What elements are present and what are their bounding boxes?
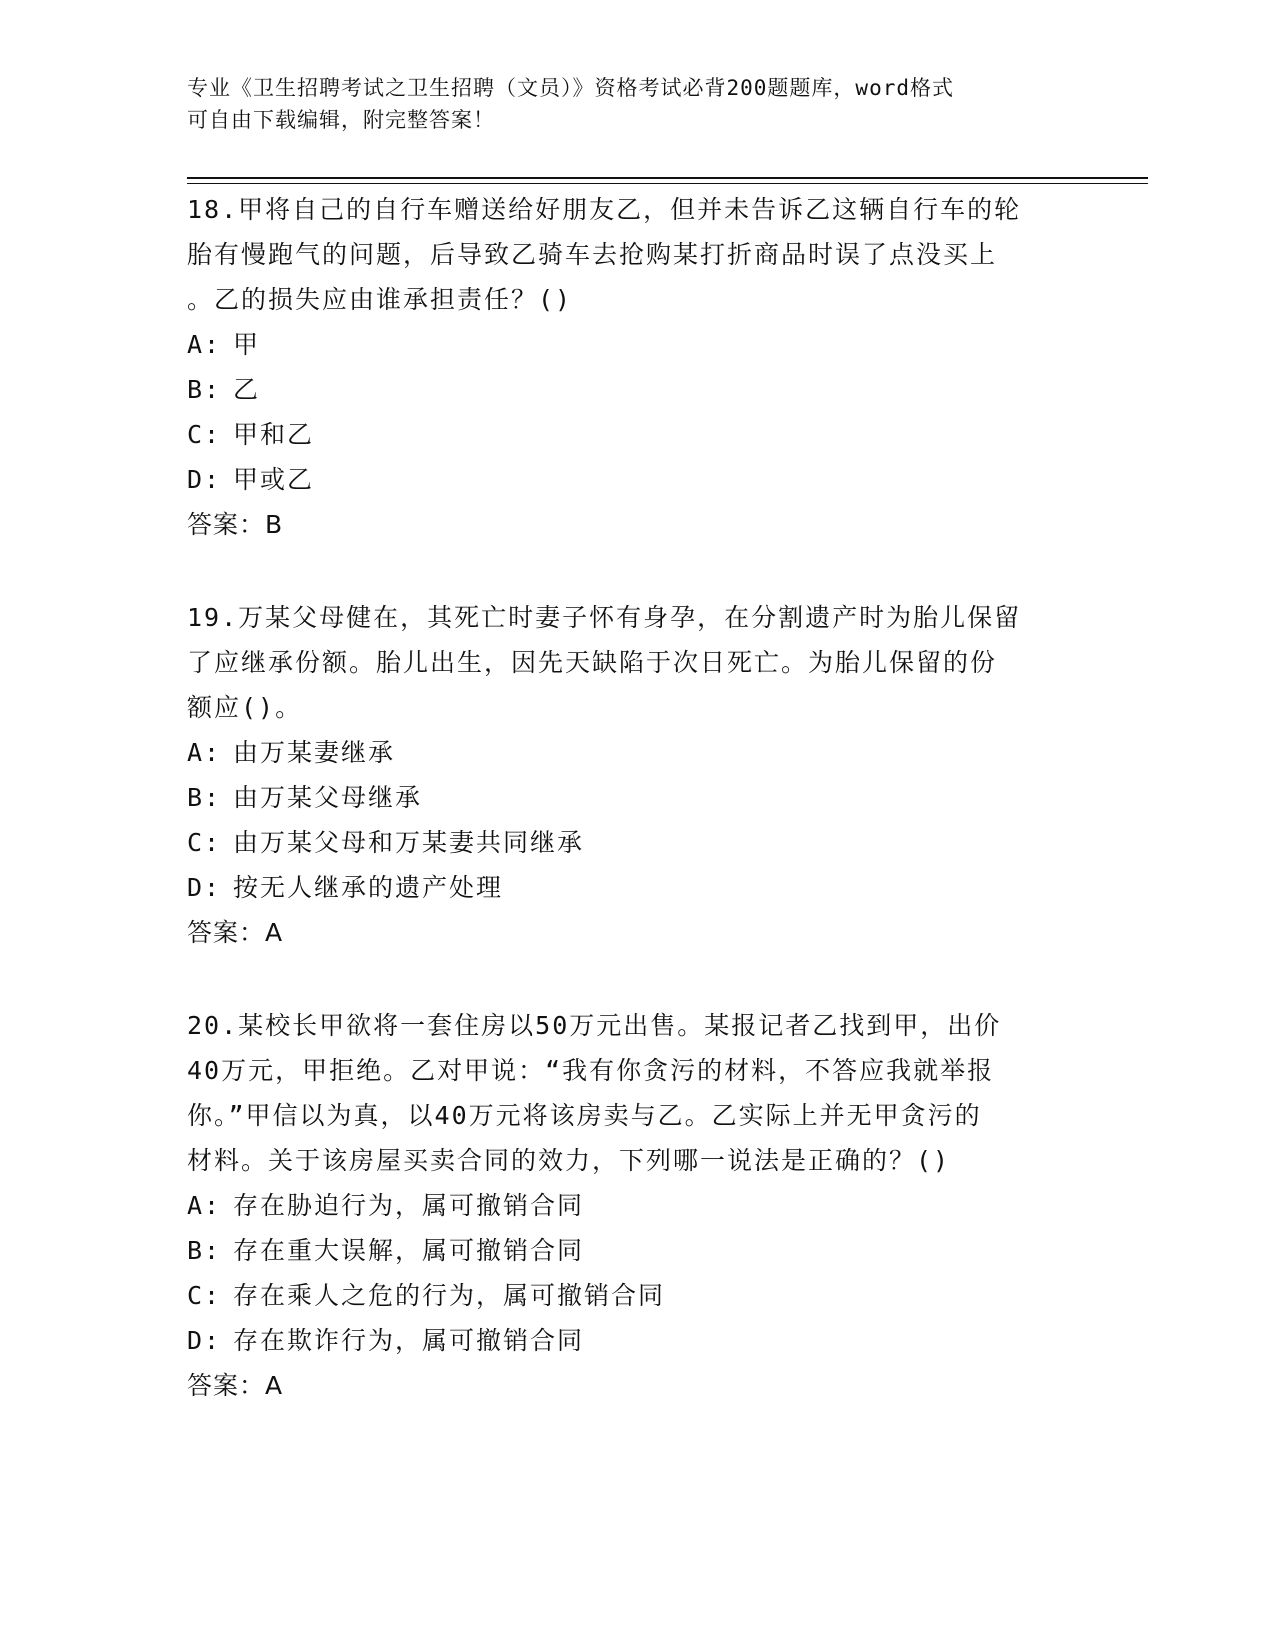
option-text: 由万某父母和万某妻共同继承 — [233, 828, 585, 857]
option-letter: C: — [187, 420, 222, 449]
option-letter: A: — [187, 738, 222, 767]
option-text: 由万某父母继承 — [233, 783, 423, 812]
option-text: 甲 — [233, 330, 261, 359]
option-text: 存在乘人之危的行为，属可撤销合同 — [233, 1281, 666, 1310]
option-letter: B: — [187, 1236, 222, 1265]
answer-line: 答案：B — [187, 510, 284, 539]
option-letter: D: — [187, 1326, 222, 1355]
option-c — [187, 412, 1087, 457]
option-letter: D: — [187, 465, 222, 494]
question-20 — [187, 1003, 1087, 1408]
option-text: 按无人继承的遗产处理 — [233, 873, 504, 902]
question-stem-line: 。乙的损失应由谁承担责任？() — [187, 285, 573, 314]
option-d — [187, 457, 1087, 502]
header-divider-thick — [187, 177, 1148, 179]
option-c — [187, 820, 1087, 865]
answer-line: 答案：A — [187, 1371, 284, 1400]
answer-line: 答案：A — [187, 918, 284, 947]
option-text: 由万某妻继承 — [233, 738, 396, 767]
question-stem-line: 19.万某父母健在，其死亡时妻子怀有身孕，在分割遗产时为胎儿保留 — [187, 603, 1022, 632]
question-stem-line: 你。”甲信以为真，以40万元将该房卖与乙。乙实际上并无甲贪污的 — [187, 1101, 982, 1130]
option-text: 存在欺诈行为，属可撤销合同 — [233, 1326, 585, 1355]
option-a — [187, 1183, 1087, 1228]
question-stem-line: 额应()。 — [187, 693, 303, 722]
option-text: 存在重大误解，属可撤销合同 — [233, 1236, 585, 1265]
option-d — [187, 865, 1087, 910]
option-letter: B: — [187, 783, 222, 812]
header-line-2: 可自由下载编辑，附完整答案！ — [187, 108, 495, 132]
question-stem-line: 20.某校长甲欲将一套住房以50万元出售。某报记者乙找到甲，出价 — [187, 1011, 1002, 1040]
document-header — [187, 72, 1067, 136]
option-c — [187, 1273, 1087, 1318]
option-letter: B: — [187, 375, 222, 404]
option-letter: A: — [187, 330, 222, 359]
header-divider-thin — [187, 183, 1148, 184]
option-b — [187, 367, 1087, 412]
option-text: 甲和乙 — [233, 420, 315, 449]
question-stem-line: 了应继承份额。胎儿出生，因先天缺陷于次日死亡。为胎儿保留的份 — [187, 648, 998, 677]
option-text: 乙 — [233, 375, 261, 404]
option-b — [187, 1228, 1087, 1273]
question-stem-line: 胎有慢跑气的问题，后导致乙骑车去抢购某打折商品时误了点没买上 — [187, 240, 998, 269]
option-letter: D: — [187, 873, 222, 902]
option-a — [187, 322, 1087, 367]
question-stem-line: 18.甲将自己的自行车赠送给好朋友乙，但并未告诉乙这辆自行车的轮 — [187, 195, 1022, 224]
question-18 — [187, 187, 1087, 547]
option-text: 存在胁迫行为，属可撤销合同 — [233, 1191, 585, 1220]
question-stem-line: 材料。关于该房屋买卖合同的效力，下列哪一说法是正确的？() — [187, 1146, 951, 1175]
option-letter: C: — [187, 828, 222, 857]
question-19 — [187, 595, 1087, 955]
option-d — [187, 1318, 1087, 1363]
question-stem-line: 40万元，甲拒绝。乙对甲说：“我有你贪污的材料，不答应我就举报 — [187, 1056, 995, 1085]
option-text: 甲或乙 — [233, 465, 315, 494]
option-a — [187, 730, 1087, 775]
option-b — [187, 775, 1087, 820]
option-letter: C: — [187, 1281, 222, 1310]
option-letter: A: — [187, 1191, 222, 1220]
header-line-1: 专业《卫生招聘考试之卫生招聘（文员）》资格考试必背200题题库，word格式 — [187, 76, 954, 100]
